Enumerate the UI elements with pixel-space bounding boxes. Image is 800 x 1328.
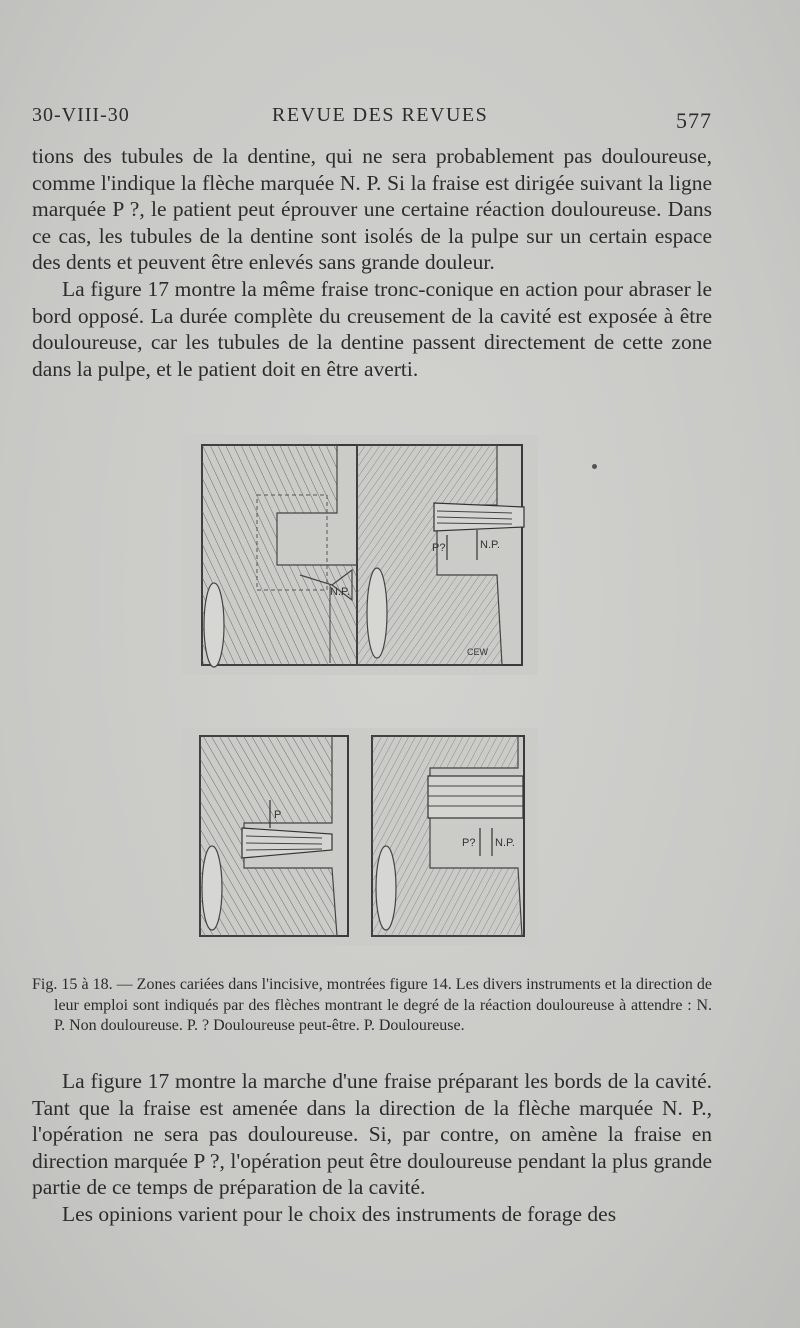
figure-15-16-drawing: [182, 435, 538, 675]
label-p-question-fig16: P?: [432, 542, 446, 554]
paragraph-figure-17: La figure 17 montre la même fraise tronc-conique en action pour abraser le bord opposé. La durée complète du creusement de la cavité est exposée à être douloureuse, car les tubules de la dentine passent directement de cette zone dans la pulpe, et le patient doit en être averti.: [32, 276, 712, 381]
header-journal-title: REVUE DES REVUES: [272, 104, 489, 126]
paragraph-opinions: Les opinions varient pour le choix des instruments de forage des: [62, 1201, 617, 1226]
label-p-fig17: P: [274, 809, 282, 821]
paragraph-figure-17-bis: La figure 17 montre la marche d'une fraise préparant les bords de la cavité. Tant que la fraise est amenée dans la direction de la flèche marquée N. P., l'opération ne sera pas douloureuse. Si, par contre, on amène la fraise en direction marquée P ?, l'opération peut être douloureuse pendant la plus grande partie de ce temps de préparation de la cavité.: [32, 1069, 712, 1200]
print-speck: [592, 464, 597, 469]
running-header: [32, 100, 712, 134]
paragraph-continuation: tions des tubules de la dentine, qui ne sera probablement pas douloureuse, comme l'indique la flèche marquée N. P. Si la fraise est dirigée suivant la ligne marquée P ?, le patient peut éprouver une certaine réaction douloureuse. Dans ce cas, les tubules de la dentine sont isolés de la pulpe sur un certain espace des dents et peuvent être enlevés sans grande douleur.: [32, 144, 712, 275]
body-text-bottom: [32, 1068, 712, 1228]
label-p-question-fig18: P?: [462, 837, 476, 849]
body-text-top: [32, 143, 712, 382]
label-np-fig18: N.P.: [495, 837, 515, 849]
figure-15-16: [182, 435, 538, 675]
header-date: 30-VIII-30: [32, 104, 130, 126]
label-np-fig16: N.P.: [480, 539, 500, 551]
figure-17-18: [182, 728, 538, 946]
page-number: 577: [676, 108, 712, 133]
figure-17-18-drawing: [182, 728, 538, 946]
label-np-fig15: N.P.: [330, 586, 350, 598]
artist-signature: CEW: [467, 647, 488, 657]
caption-text: Fig. 15 à 18. — Zones cariées dans l'incisive, montrées figure 14. Les divers instruments et la direction de leur emploi sont indiqués par des flèches montrant le degré de la réaction douloureuse à attendre : N. P. Non douloureuse. P. ? Douloureuse peut-être. P. Douloureuse.: [32, 976, 712, 1034]
figure-caption: [32, 975, 712, 1037]
